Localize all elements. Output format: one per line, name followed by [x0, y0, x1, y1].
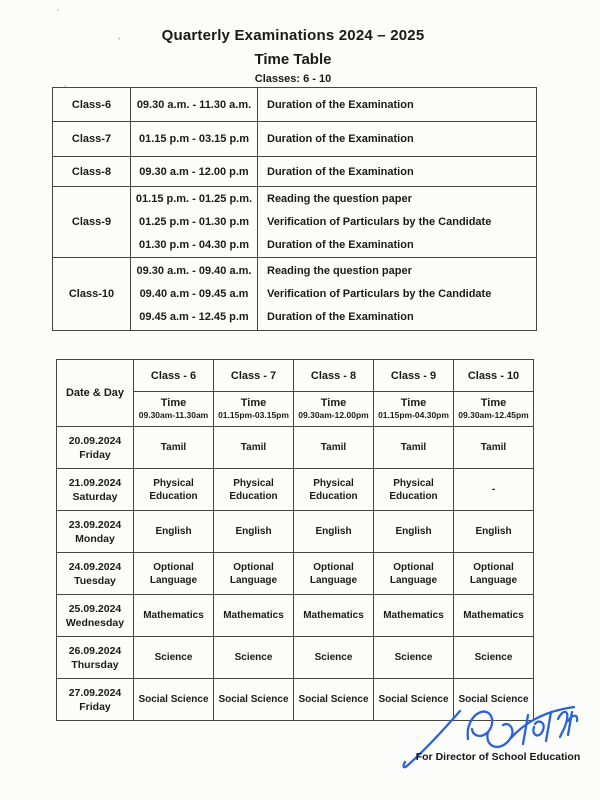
day-text: Friday: [79, 700, 111, 713]
subject-cell: Optional Language: [454, 553, 534, 595]
date-day-cell: [57, 679, 134, 721]
subject-cell: Optional Language: [214, 553, 294, 595]
class-label-cell: Class-8: [53, 157, 131, 187]
date-text: 24.09.2024: [68, 560, 122, 573]
subject-cell: Social Science: [214, 679, 294, 721]
activity-cell: Duration of the Examination: [258, 122, 537, 157]
table-row: [57, 637, 534, 679]
time-label: Time: [480, 397, 507, 409]
table-row: [53, 88, 537, 122]
subject-cell: Tamil: [214, 427, 294, 469]
subject-cell: Mathematics: [134, 595, 214, 637]
table-row: [53, 157, 537, 187]
subject-cell: Physical Education: [214, 469, 294, 511]
time-header-cell: [374, 392, 454, 427]
table-row: [53, 258, 537, 331]
subject-timetable: [56, 359, 534, 721]
subject-cell: Social Science: [134, 679, 214, 721]
activity-cell: Duration of the Examination: [258, 88, 537, 122]
scan-speck: [57, 9, 59, 11]
subject-cell: Optional Language: [134, 553, 214, 595]
signature-ink: [398, 697, 598, 777]
class-column-header: Class - 6: [134, 360, 214, 392]
time-label: Time: [160, 397, 187, 409]
subject-cell: Tamil: [374, 427, 454, 469]
subject-cell: Social Science: [294, 679, 374, 721]
time-range: 01.15pm-03.15pm: [218, 410, 289, 420]
time-line: 09.40 a.m - 09.45 a.m: [139, 288, 249, 300]
date-text: 26.09.2024: [68, 644, 122, 657]
date-day-cell: [57, 469, 134, 511]
activity-line: Duration of the Examination: [267, 311, 414, 323]
date-day-header: Date & Day: [57, 360, 134, 427]
subject-cell: Tamil: [294, 427, 374, 469]
time-line: 01.25 p.m - 01.30 p.m: [138, 216, 250, 228]
date-text: 27.09.2024: [68, 686, 122, 699]
subject-cell: English: [374, 511, 454, 553]
page-title: Quarterly Examinations 2024 – 2025: [161, 27, 425, 44]
class-label-cell: Class-6: [53, 88, 131, 122]
day-text: Tuesday: [74, 574, 116, 587]
subject-cell: Science: [214, 637, 294, 679]
subject-cell: Mathematics: [454, 595, 534, 637]
date-day-cell: [57, 553, 134, 595]
subject-cell: English: [214, 511, 294, 553]
date-text: 23.09.2024: [68, 518, 122, 531]
page-subtitle: Time Table: [254, 51, 332, 68]
time-label: Time: [400, 397, 427, 409]
signature-label: For Director of School Education: [415, 751, 581, 763]
day-text: Thursday: [71, 658, 119, 671]
class-column-header: Class - 9: [374, 360, 454, 392]
table-row: [57, 427, 534, 469]
activity-line: Verification of Particulars by the Candidate: [267, 216, 492, 228]
time-range: 01.15pm-04.30pm: [378, 410, 449, 420]
subject-cell: Optional Language: [294, 553, 374, 595]
subject-cell: Mathematics: [214, 595, 294, 637]
exam-duration-table: [52, 87, 537, 331]
class-column-header: Class - 10: [454, 360, 534, 392]
table-row: [57, 360, 534, 392]
subject-cell: Mathematics: [374, 595, 454, 637]
day-text: Monday: [75, 532, 115, 545]
time-range: 09.30am-12.00pm: [298, 410, 369, 420]
time-range: 09.30am-11.30am: [138, 410, 209, 420]
time-header-cell: [134, 392, 214, 427]
table-row: [53, 187, 537, 258]
time-label: Time: [240, 397, 267, 409]
date-text: 20.09.2024: [68, 434, 122, 447]
date-text: 21.09.2024: [68, 476, 122, 489]
subject-cell: Optional Language: [374, 553, 454, 595]
activity-line: Reading the question paper: [267, 193, 412, 205]
time-line: 09.45 a.m - 12.45 p.m: [139, 311, 249, 323]
subject-cell: Science: [134, 637, 214, 679]
class-label-cell: Class-7: [53, 122, 131, 157]
activity-line: Verification of Particulars by the Candidate: [267, 288, 492, 300]
subject-cell: -: [454, 469, 534, 511]
signature-block: [398, 697, 598, 777]
day-text: Wednesday: [65, 616, 125, 629]
time-header-cell: [294, 392, 374, 427]
time-label: Time: [320, 397, 347, 409]
date-day-cell: [57, 637, 134, 679]
time-header-cell: [454, 392, 534, 427]
time-cell: [131, 258, 258, 331]
subject-cell: Tamil: [454, 427, 534, 469]
subject-cell: Science: [454, 637, 534, 679]
subject-cell: Mathematics: [294, 595, 374, 637]
class-label-cell: Class-10: [53, 258, 131, 331]
subject-cell: Physical Education: [134, 469, 214, 511]
subject-cell: English: [454, 511, 534, 553]
date-day-cell: [57, 427, 134, 469]
time-range: 09.30am-12.45pm: [458, 410, 529, 420]
time-line: 01.15 p.m. - 01.25 p.m.: [135, 193, 253, 205]
day-text: Saturday: [72, 490, 118, 503]
table-row: [53, 122, 537, 157]
subject-cell: Social Science: [374, 679, 454, 721]
table-row: [57, 595, 534, 637]
subject-cell: Social Science: [454, 679, 534, 721]
subject-cell: Science: [374, 637, 454, 679]
subject-cell: Science: [294, 637, 374, 679]
date-day-cell: [57, 511, 134, 553]
date-day-cell: [57, 595, 134, 637]
class-column-header: Class - 7: [214, 360, 294, 392]
activity-line: Reading the question paper: [267, 265, 412, 277]
time-header-cell: [214, 392, 294, 427]
activity-cell: [258, 187, 537, 258]
subject-cell: Tamil: [134, 427, 214, 469]
activity-cell: [258, 258, 537, 331]
date-text: 25.09.2024: [68, 602, 122, 615]
activity-line: Duration of the Examination: [267, 239, 414, 251]
subject-cell: Physical Education: [294, 469, 374, 511]
subject-cell: English: [134, 511, 214, 553]
class-column-header: Class - 8: [294, 360, 374, 392]
class-label-cell: Class-9: [53, 187, 131, 258]
time-cell: 09.30 a.m - 12.00 p.m: [131, 157, 258, 187]
activity-cell: Duration of the Examination: [258, 157, 537, 187]
table-row: [57, 553, 534, 595]
classes-range-label: Classes: 6 - 10: [254, 73, 332, 85]
table-row: [57, 511, 534, 553]
time-line: 01.30 p.m - 04.30 p.m: [138, 239, 250, 251]
time-cell: 09.30 a.m. - 11.30 a.m.: [131, 88, 258, 122]
time-line: 09.30 a.m. - 09.40 a.m.: [136, 265, 252, 277]
subject-cell: Physical Education: [374, 469, 454, 511]
time-cell: 01.15 p.m - 03.15 p.m: [131, 122, 258, 157]
subject-cell: English: [294, 511, 374, 553]
table-row: [57, 469, 534, 511]
time-cell: [131, 187, 258, 258]
day-text: Friday: [79, 448, 111, 461]
